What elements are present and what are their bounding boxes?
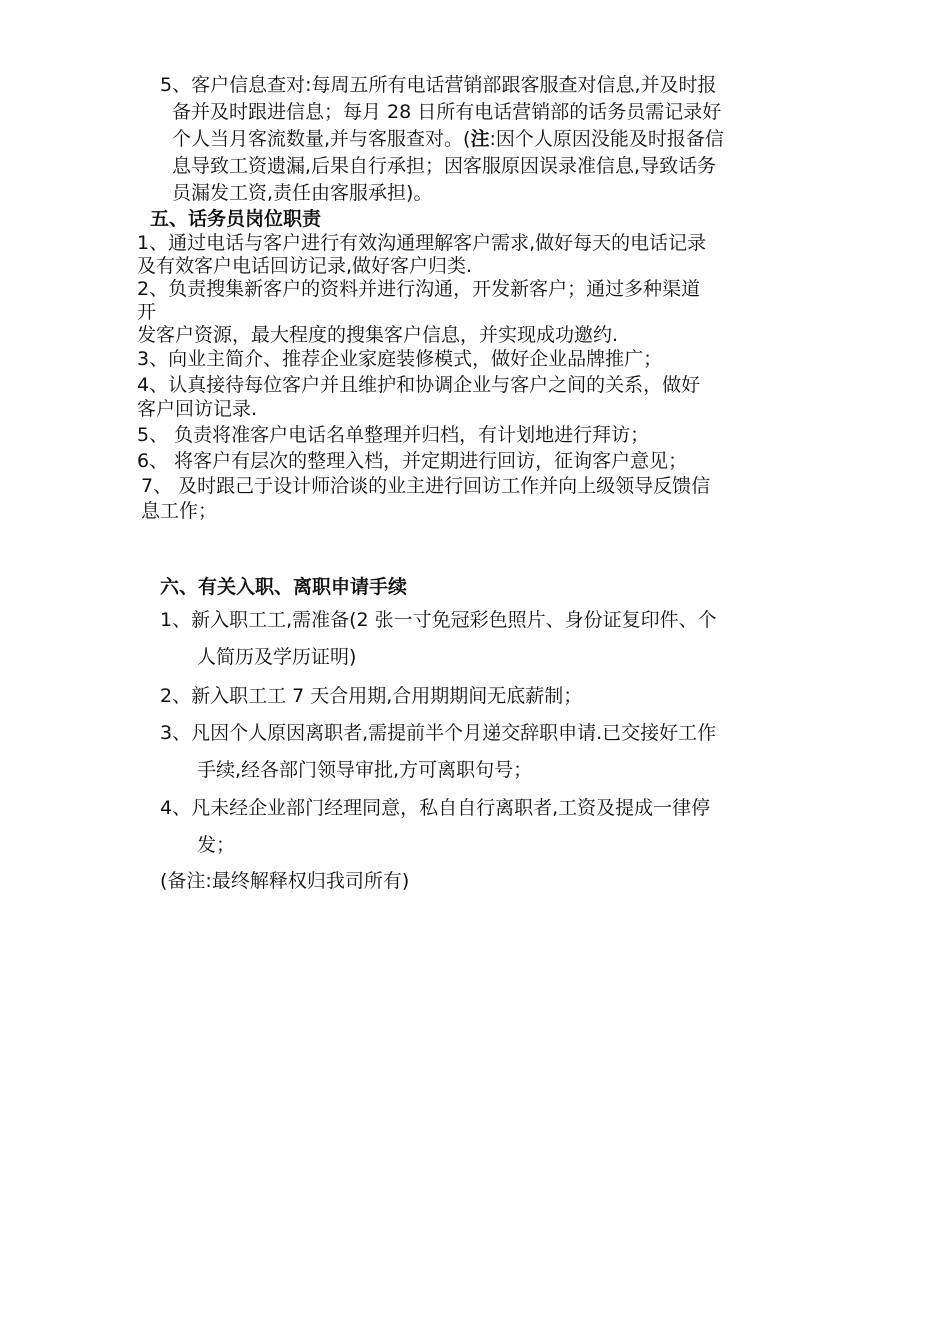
s5-line-1: 1、通过电话与客户进行有效沟通理解客户需求,做好每天的电话记录 bbox=[137, 232, 707, 254]
s5-line-11: 7、 及时跟己于设计师洽谈的业主进行回访工作并向上级领导反馈信 bbox=[141, 475, 711, 497]
s6-line-6: 4、凡未经企业部门经理同意，私自自行离职者,工资及提成一律停 bbox=[160, 797, 711, 819]
s6-line-3: 2、新入职工工 7 天合用期,合用期期间无底薪制； bbox=[160, 685, 583, 707]
item5-line-2: 备并及时跟进信息；每月 28 日所有电话营销部的话务员需记录好 bbox=[172, 101, 722, 123]
s6-line-1: 1、新入职工工,需准备(2 张一寸免冠彩色照片、身份证复印件、个 bbox=[160, 609, 717, 631]
s5-line-8: 客户回访记录. bbox=[137, 398, 258, 420]
s5-line-10: 6、 将客户有层次的整理入档，并定期进行回访，征询客户意见； bbox=[137, 450, 688, 472]
s5-line-4: 开 bbox=[137, 301, 157, 323]
section6-note: (备注:最终解释权归我司所有) bbox=[160, 870, 410, 892]
s5-line-7: 4、认真接待每位客户并且维护和协调企业与客户之间的关系，做好 bbox=[137, 374, 701, 396]
item5-line-4: 息导致工资遗漏,后果自行承担；因客服原因误录准信息,导致话务 bbox=[172, 155, 717, 177]
s6-line-4: 3、凡因个人原因离职者,需提前半个月递交辞职申请.已交接好工作 bbox=[160, 722, 717, 744]
s5-line-2: 及有效客户电话回访记录,做好客户归类. bbox=[137, 255, 473, 277]
section5-heading: 五、话务员岗位职责 bbox=[150, 208, 322, 230]
s5-line-5: 发客户资源，最大程度的搜集客户信息，并实现成功邀约. bbox=[137, 324, 619, 346]
item5-line-3: 个人当月客流数量,并与客服查对。(注:因个人原因没能及时报备信 bbox=[172, 128, 724, 150]
item5-line-5: 员漏发工资,责任由客服承担)。 bbox=[172, 182, 433, 204]
s5-line-6: 3、向业主简介、推荐企业家庭装修模式，做好企业品牌推广； bbox=[137, 348, 663, 370]
s5-line-12: 息工作； bbox=[141, 500, 218, 522]
s6-line-5: 手续,经各部门领导审批,方可离职句号； bbox=[197, 759, 533, 781]
s6-line-2: 人简历及学历证明) bbox=[197, 646, 357, 668]
s5-line-9: 5、 负责将准客户电话名单整理并归档，有计划地进行拜访； bbox=[137, 424, 650, 446]
s5-line-3: 2、负责搜集新客户的资料并进行沟通，开发新客户；通过多种渠道 bbox=[137, 278, 701, 300]
section6-heading: 六、有关入职、离职申请手续 bbox=[160, 576, 408, 598]
s6-line-7: 发； bbox=[197, 834, 236, 856]
item5-line-1: 5、客户信息查对:每周五所有电话营销部跟客服查对信息,并及时报 bbox=[160, 74, 717, 96]
